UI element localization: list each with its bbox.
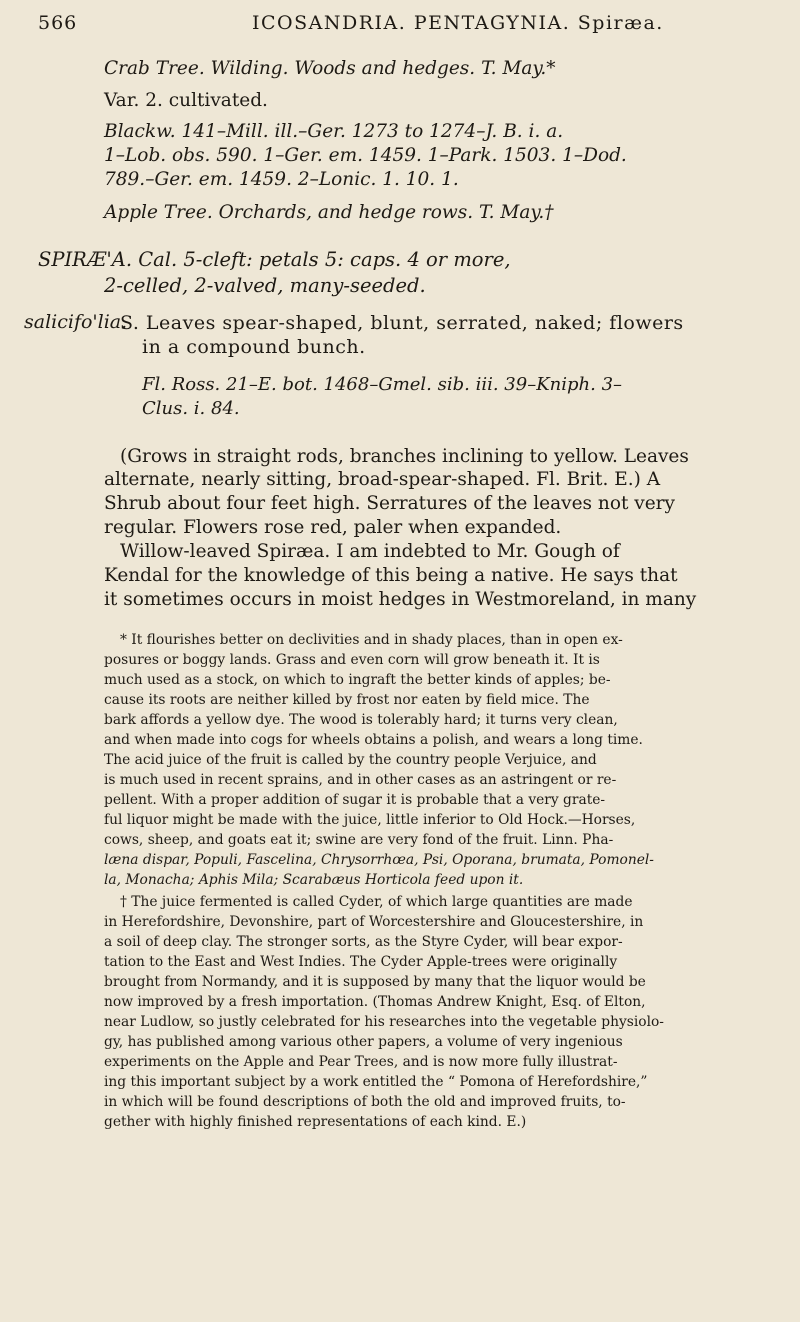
- reference-line: Blackw. 141–Mill. ill.–Ger. 1273 to 1274–J. B. i. a.: [104, 121, 564, 142]
- description-line: (Grows in straight rods, branches inclining to yellow. Leaves: [120, 446, 689, 467]
- reference-line: 789.–Ger. em. 1459. 2–Lonic. 1. 10. 1.: [104, 169, 459, 190]
- genus-heading-cont: 2-celled, 2-valved, many-seeded.: [104, 274, 426, 297]
- footnote-line: The acid juice of the fruit is called by the country people Verjuice, and: [104, 752, 597, 768]
- footnote-line: pellent. With a proper addition of sugar it is probable that a very grate-: [104, 792, 606, 808]
- species-description: S. Leaves spear-shaped, blunt, serrated, naked; flowers: [120, 312, 684, 334]
- footnote-line: brought from Normandy, and it is supposed by many that the liquor would be: [104, 974, 646, 990]
- page-number: 566: [38, 12, 78, 34]
- page-header: [0, 12, 800, 42]
- footnote-line: læna dispar, Populi, Fascelina, Chrysorrhœa, Psi, Oporana, brumata, Pomonel-: [104, 852, 654, 868]
- footnote-line: a soil of deep clay. The stronger sorts, as the Styre Cyder, will bear expor-: [104, 934, 623, 950]
- genus-heading: SPIRÆ'A. Cal. 5-cleft: petals 5: caps. 4 or more,: [38, 248, 511, 271]
- description-line: Willow-leaved Spiræa. I am indebted to Mr. Gough of: [120, 541, 620, 562]
- running-title: ICOSANDRIA. PENTAGYNIA. Spiræa.: [252, 12, 664, 34]
- species-description-cont: in a compound bunch.: [142, 336, 366, 358]
- footnote-line: ful liquor might be made with the juice, little inferior to Old Hock.—Horses,: [104, 812, 636, 828]
- footnote-line: near Ludlow, so justly celebrated for his researches into the vegetable physiolo-: [104, 1014, 664, 1030]
- footnote-line: in Herefordshire, Devonshire, part of Worcestershire and Gloucestershire, in: [104, 914, 644, 930]
- footnote-line: ing this important subject by a work entitled the “ Pomona of Herefordshire,”: [104, 1074, 648, 1090]
- description-line: it sometimes occurs in moist hedges in Westmoreland, in many: [104, 589, 697, 610]
- entry-apple-tree: Apple Tree. Orchards, and hedge rows. T. May.†: [104, 202, 554, 223]
- footnote-line: cause its roots are neither killed by frost nor eaten by field mice. The: [104, 692, 590, 708]
- footnote-line: gether with highly finished representations of each kind. E.): [104, 1114, 527, 1130]
- footnote-line: much used as a stock, on which to ingraft the better kinds of apples; be-: [104, 672, 611, 688]
- entry-variety: Var. 2. cultivated.: [104, 90, 268, 111]
- description-line: regular. Flowers rose red, paler when expanded.: [104, 517, 562, 538]
- footnote-line: † The juice fermented is called Cyder, of which large quantities are made: [120, 894, 633, 910]
- description-line: Kendal for the knowledge of this being a native. He says that: [104, 565, 678, 586]
- species-references: Fl. Ross. 21–E. bot. 1468–Gmel. sib. iii. 39–Kniph. 3–: [142, 374, 623, 395]
- footnote-line: bark affords a yellow dye. The wood is tolerably hard; it turns very clean,: [104, 712, 618, 728]
- footnote-line: experiments on the Apple and Pear Trees, and is now more fully illustrat-: [104, 1054, 618, 1070]
- footnote-line: tation to the East and West Indies. The Cyder Apple-trees were originally: [104, 954, 618, 970]
- species-references-cont: Clus. i. 84.: [142, 398, 240, 419]
- footnote-line: gy, has published among various other papers, a volume of very ingenious: [104, 1034, 623, 1050]
- footnote-line: in which will be found descriptions of both the old and improved fruits, to-: [104, 1094, 626, 1110]
- footnote-line: * It flourishes better on declivities and in shady places, than in open ex-: [120, 632, 623, 648]
- footnote-line: posures or boggy lands. Grass and even corn will grow beneath it. It is: [104, 652, 600, 668]
- description-line: alternate, nearly sitting, broad-spear-shaped. Fl. Brit. E.) A: [104, 469, 661, 490]
- description-line: Shrub about four feet high. Serratures of the leaves not very: [104, 493, 675, 514]
- margin-species-name: salicifo'lia.: [24, 311, 128, 333]
- footnote-line: is much used in recent sprains, and in other cases as an astringent or re-: [104, 772, 617, 788]
- footnote-line: now improved by a fresh importation. (Thomas Andrew Knight, Esq. of Elton,: [104, 994, 646, 1010]
- footnote-line: and when made into cogs for wheels obtains a polish, and wears a long time.: [104, 732, 643, 748]
- entry-crab-tree: Crab Tree. Wilding. Woods and hedges. T. May.*: [104, 58, 556, 79]
- reference-line: 1–Lob. obs. 590. 1–Ger. em. 1459. 1–Park. 1503. 1–Dod.: [104, 145, 627, 166]
- footnote-line: cows, sheep, and goats eat it; swine are very fond of the fruit. Linn. Pha-: [104, 832, 614, 848]
- footnote-line: la, Monacha; Aphis Mila; Scarabæus Horticola feed upon it.: [104, 872, 524, 888]
